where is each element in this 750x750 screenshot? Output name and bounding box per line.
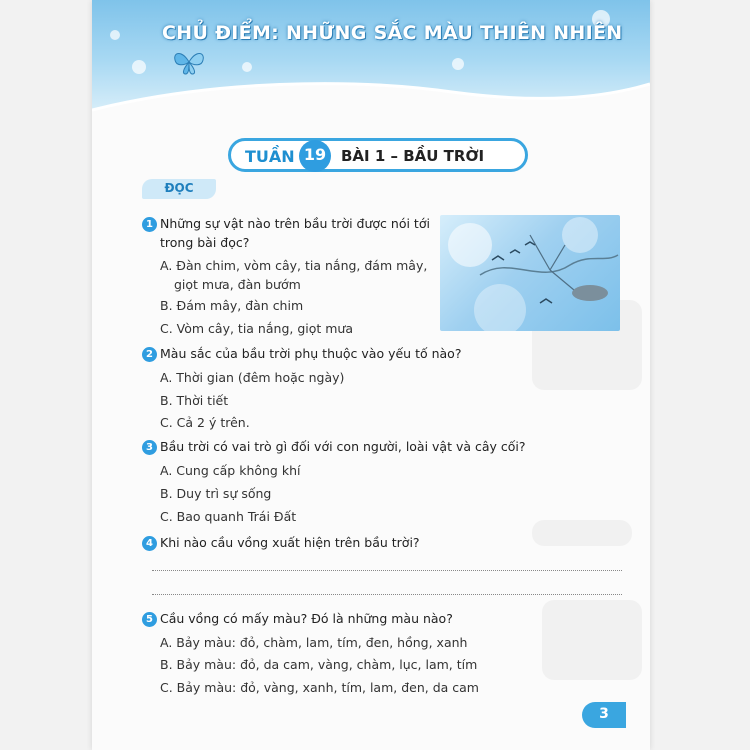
answer-line[interactable]: [152, 570, 622, 571]
workbook-page: [92, 0, 650, 750]
question-text: trong bài đọc?: [160, 235, 250, 250]
answer-option[interactable]: B. Đám mây, đàn chim: [160, 298, 304, 313]
banner-wave: [92, 70, 650, 120]
section-tab: [142, 179, 216, 199]
question-number-badge: 2: [142, 347, 157, 362]
answer-option[interactable]: C. Bao quanh Trái Đất: [160, 509, 297, 524]
answer-option[interactable]: B. Bảy màu: đỏ, da cam, vàng, chàm, lục, lam, tím: [160, 657, 478, 672]
answer-option[interactable]: B. Duy trì sự sống: [160, 486, 272, 501]
answer-option[interactable]: B. Thời tiết: [160, 393, 229, 408]
answer-option[interactable]: A. Đàn chim, vòm cây, tia nắng, đám mây,: [160, 258, 428, 273]
sky-illustration: [440, 215, 620, 331]
answer-option[interactable]: C. Vòm cây, tia nắng, giọt mưa: [160, 321, 354, 336]
question-text: Cầu vồng có mấy màu? Đó là những màu nào?: [160, 611, 453, 626]
question-number-badge: 3: [142, 440, 157, 455]
week-heading: [228, 138, 528, 172]
sky-birds-image: [440, 215, 620, 331]
flower-decoration: [110, 30, 120, 40]
question-text: Những sự vật nào trên bầu trời được nói tới: [160, 216, 430, 231]
page-number-tab: [582, 702, 626, 728]
answer-option[interactable]: C. Cả 2 ý trên.: [160, 415, 250, 430]
answer-option[interactable]: A. Bảy màu: đỏ, chàm, lam, tím, đen, hồng, xanh: [160, 635, 468, 650]
bleed-through-shape: [542, 600, 642, 680]
section-label: ĐỌC: [164, 181, 194, 195]
banner-title: CHỦ ĐIỂM: NHỮNG SẮC MÀU THIÊN NHIÊN: [162, 22, 623, 44]
week-label: TUẦN: [245, 147, 295, 166]
page-number: 3: [599, 706, 609, 722]
header-banner: [92, 0, 650, 112]
question-number-badge: 4: [142, 536, 157, 551]
answer-line[interactable]: [152, 594, 622, 595]
question-number-badge: 5: [142, 612, 157, 627]
question-text: Khi nào cầu vồng xuất hiện trên bầu trời?: [160, 535, 420, 550]
answer-option[interactable]: A. Cung cấp không khí: [160, 463, 301, 478]
question-text: Màu sắc của bầu trời phụ thuộc vào yếu tố nào?: [160, 346, 462, 361]
answer-option-continued[interactable]: giọt mưa, đàn bướm: [174, 277, 301, 292]
question-number-badge: 1: [142, 217, 157, 232]
question-text: Bầu trời có vai trò gì đối với con người, loài vật và cây cối?: [160, 439, 526, 454]
answer-option[interactable]: C. Bảy màu: đỏ, vàng, xanh, tím, lam, đen, da cam: [160, 680, 479, 695]
answer-option[interactable]: A. Thời gian (đêm hoặc ngày): [160, 370, 345, 385]
week-number-badge: 19: [299, 140, 331, 172]
flower-decoration: [452, 58, 464, 70]
lesson-title: BÀI 1 – BẦU TRỜI: [341, 147, 485, 165]
bleed-through-shape: [532, 520, 632, 546]
